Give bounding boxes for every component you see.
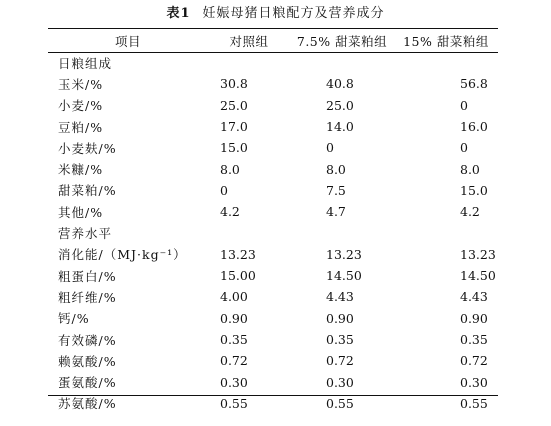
table-row (48, 201, 498, 222)
cell-value: 7.5 (326, 182, 346, 198)
cell-value: 4.2 (220, 204, 240, 220)
cell-value (208, 52, 290, 73)
row-label: 玉米/% (58, 76, 104, 92)
cell-value: 17.0 (220, 119, 248, 135)
cell-value: 0.35 (460, 332, 488, 347)
cell-value (290, 52, 394, 73)
cell-value: 56.8 (460, 76, 488, 92)
row-label: 有效磷/% (58, 332, 117, 348)
section-row (48, 222, 498, 243)
row-label: 甜菜粕/% (58, 183, 117, 199)
cell-value: 4.2 (460, 204, 480, 220)
table-row (48, 329, 498, 350)
table-row (48, 137, 498, 158)
table-row (48, 116, 498, 137)
cell-value: 13.23 (220, 246, 256, 262)
cell-value: 0.55 (326, 395, 354, 411)
cell-value (394, 222, 498, 243)
row-label: 赖氨酸/% (58, 353, 117, 369)
cell-value (394, 52, 498, 73)
cell-value: 0.90 (220, 310, 248, 326)
cell-value: 16.0 (460, 119, 488, 135)
cell-value: 0 (460, 140, 468, 156)
cell-value: 0.90 (326, 310, 354, 326)
cell-value: 4.00 (220, 289, 248, 305)
table-row (48, 158, 498, 179)
table-header (48, 30, 498, 51)
table-row (48, 244, 498, 265)
cell-value: 13.23 (460, 246, 496, 262)
cell-value: 8.0 (220, 161, 240, 177)
header-beet-7-5: 7.5% 甜菜粕组 (296, 33, 388, 49)
cell-value: 14.50 (326, 268, 362, 284)
cell-value: 0.30 (326, 374, 354, 390)
top-rule (48, 28, 498, 29)
bottom-rule (48, 395, 498, 396)
header-row (48, 30, 498, 51)
section-label: 日粮组成 (58, 55, 113, 71)
row-label: 粗纤维/% (58, 289, 117, 305)
cell-value: 0.35 (220, 332, 248, 347)
cell-value: 15.0 (220, 140, 248, 156)
cell-value: 0.55 (220, 395, 248, 411)
cell-value: 0.72 (326, 353, 354, 369)
table-row (48, 308, 498, 329)
cell-value: 8.0 (326, 161, 346, 177)
row-label: 米糠/% (58, 162, 104, 178)
cell-value: 0.55 (460, 395, 488, 411)
cell-value: 0.30 (460, 374, 488, 390)
table-row (48, 73, 498, 94)
cell-value: 4.7 (326, 204, 346, 220)
table-row (48, 371, 498, 392)
cell-value: 40.8 (326, 76, 354, 92)
section-label: 营养水平 (58, 226, 113, 242)
table-caption (0, 6, 551, 22)
table-title: 妊娠母猪日粮配方及营养成分 (202, 6, 385, 21)
row-label: 钙/% (58, 311, 90, 327)
cell-value: 25.0 (326, 97, 354, 113)
table-row (48, 180, 498, 201)
row-label: 粗蛋白/% (58, 268, 117, 284)
cell-value: 8.0 (460, 161, 480, 177)
table-row (48, 265, 498, 286)
cell-value: 0 (326, 140, 334, 156)
row-label: 小麦/% (58, 98, 104, 114)
cell-value: 30.8 (220, 76, 248, 92)
cell-value: 15.0 (460, 182, 488, 198)
table-row (48, 286, 498, 307)
cell-value: 4.43 (460, 289, 488, 305)
table-row (48, 95, 498, 116)
row-label: 豆粕/% (58, 119, 104, 135)
table-row (48, 350, 498, 371)
cell-value: 0.90 (460, 310, 488, 326)
cell-value: 13.23 (326, 246, 362, 262)
header-beet-15: 15% 甜菜粕组 (403, 33, 489, 49)
row-label: 消化能/（MJ·kg⁻¹） (58, 247, 187, 263)
cell-value: 0 (220, 182, 228, 198)
cell-value: 14.0 (326, 119, 354, 135)
table-number: 表1 (166, 6, 191, 21)
cell-value: 0.72 (220, 353, 248, 369)
cell-value: 25.0 (220, 97, 248, 113)
row-label: 蛋氨酸/% (58, 375, 117, 391)
table-body (48, 52, 498, 414)
cell-value (208, 222, 290, 243)
cell-value: 0.35 (326, 332, 354, 347)
header-control: 对照组 (229, 33, 269, 49)
cell-value: 4.43 (326, 289, 354, 305)
row-label: 其他/% (58, 204, 104, 220)
cell-value: 0 (460, 97, 468, 113)
cell-value: 0.72 (460, 353, 488, 369)
cell-value: 0.30 (220, 374, 248, 390)
section-row (48, 52, 498, 73)
row-label: 小麦麸/% (58, 140, 117, 156)
cell-value: 14.50 (460, 268, 496, 284)
cell-value: 15.00 (220, 268, 256, 284)
header-item: 项目 (114, 33, 141, 49)
cell-value (290, 222, 394, 243)
row-label: 苏氨酸/% (58, 396, 117, 412)
